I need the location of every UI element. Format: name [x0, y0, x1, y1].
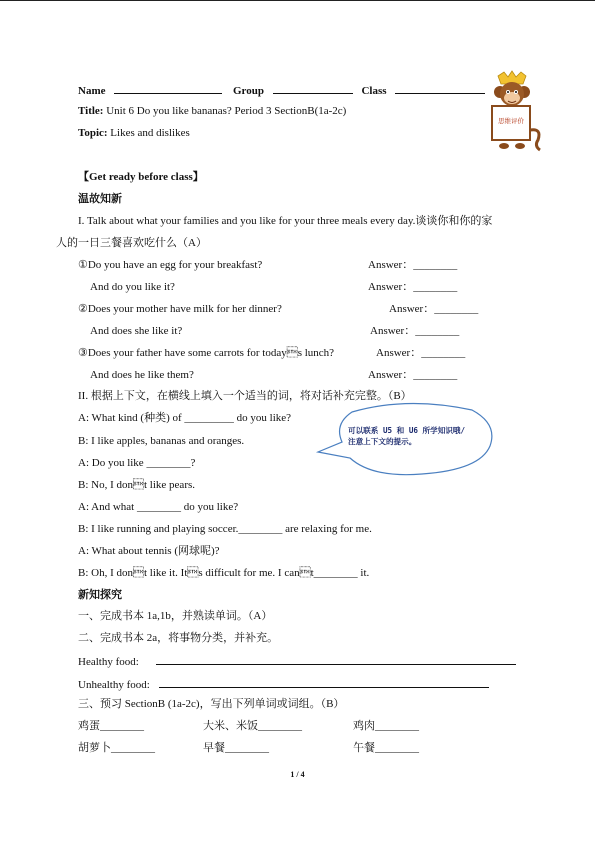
group-blank[interactable] [273, 82, 353, 94]
part1-answer-1[interactable]: Answer：________ [368, 259, 458, 271]
monkey-mascot-icon [478, 70, 546, 152]
part1-instruction-line1: I. Talk about what your families and you like for your three meals every day.谈谈你和你的家 [78, 215, 493, 227]
title-row [78, 104, 346, 118]
part1-question-2: And do you like it? [90, 281, 175, 293]
title-text: Unit 6 Do you like bananas? Period 3 SectionB(1a-2c) [103, 105, 347, 117]
class-label: Class [361, 85, 387, 97]
page-number: 1 / 4 [290, 770, 305, 779]
dialogue-line-7: A: What about tennis (网球呢)? [78, 545, 220, 557]
part2-instruction: II. 根据上下文，在横线上填入一个适当的词，将对话补充完整。（B） [78, 390, 412, 402]
topic-label: Topic: [78, 127, 108, 139]
unhealthy-food-blank[interactable] [159, 676, 489, 688]
vocab-item-lunch[interactable]: 午餐________ [353, 742, 419, 754]
vocab-item-rice[interactable]: 大米、米饭________ [203, 720, 302, 732]
part1-answer-4[interactable]: Answer：________ [370, 325, 460, 337]
title-label: Title: [78, 105, 104, 117]
dialogue-line-6: B: I like running and playing soccer.________ are relaxing for me. [78, 523, 372, 535]
section-heading-new-knowledge: 新知探究 [78, 589, 122, 601]
part1-answer-2[interactable]: Answer：________ [368, 281, 458, 293]
part1-question-3: ②Does your mother have milk for her dinner? [78, 303, 282, 315]
dialogue-line-2: B: I like apples, bananas and oranges. [78, 435, 245, 447]
vocab-item-carrot[interactable]: 胡萝卜________ [78, 742, 155, 754]
task-3: 三、预习 SectionB (1a-2c)，写出下列单词或词组。（B） [78, 698, 345, 710]
vocab-item-egg[interactable]: 鸡蛋________ [78, 720, 144, 732]
group-label: Group [233, 85, 264, 97]
topic-row [78, 126, 190, 140]
dialogue-line-1: A: What kind (种类) of _________ do you like? [78, 412, 292, 424]
healthy-food-row [78, 653, 516, 669]
part1-question-5: ③Does your father have some carrots for todays lunch? [78, 347, 335, 359]
part1-question-6: And does he like them? [90, 369, 194, 381]
dialogue-line-8: B: Oh, I dont like it. Its difficult for me. I cant________ it. [78, 567, 370, 579]
dialogue-line-3: A: Do you like ________? [78, 457, 196, 469]
section-heading-before-class: 【Get ready before class】 [78, 171, 204, 183]
hint-bubble-text: 可以联系 U5 和 U6 所学知识哦/ 注意上下文的提示。 [348, 426, 466, 446]
class-blank[interactable] [395, 82, 485, 94]
part1-question-4: And does she like it? [90, 325, 183, 337]
review-heading: 温故知新 [78, 193, 122, 205]
dialogue-line-4: B: No, I dont like pears. [78, 479, 196, 491]
vocab-item-breakfast[interactable]: 早餐________ [203, 742, 269, 754]
part1-instruction-line2: 人的一日三餐喜欢吃什么（A） [56, 237, 207, 249]
top-border-line [0, 0, 595, 1]
task-1: 一、完成书本 1a,1b，并熟读单词。（A） [78, 610, 273, 622]
vocab-item-chicken[interactable]: 鸡肉________ [353, 720, 419, 732]
monkey-sign-text: 思维评价 [498, 117, 524, 125]
part1-question-1: ①Do you have an egg for your breakfast? [78, 259, 263, 271]
task-2: 二、完成书本 2a，将事物分类，并补充。 [78, 632, 279, 644]
part1-answer-3[interactable]: Answer：________ [389, 303, 479, 315]
dialogue-line-5: A: And what ________ do you like? [78, 501, 239, 513]
unhealthy-food-row [78, 676, 489, 692]
name-blank[interactable] [114, 82, 222, 94]
healthy-food-blank[interactable] [156, 653, 516, 665]
unhealthy-food-label: Unhealthy food: [78, 679, 150, 691]
part1-answer-6[interactable]: Answer：________ [368, 369, 458, 381]
name-row [78, 82, 485, 98]
topic-text: Likes and dislikes [107, 127, 190, 139]
part1-answer-5[interactable]: Answer：________ [376, 347, 466, 359]
healthy-food-label: Healthy food: [78, 656, 139, 668]
name-label: Name [78, 85, 106, 97]
